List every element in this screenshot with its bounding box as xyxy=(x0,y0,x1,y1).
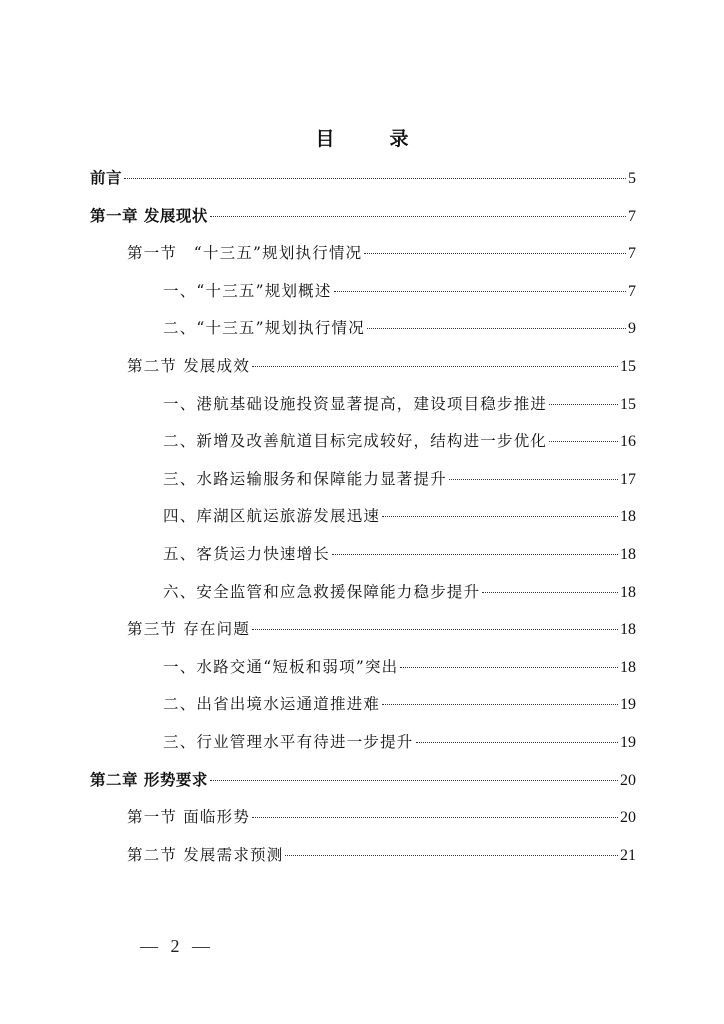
dot-leader xyxy=(252,366,618,367)
toc-entry-item[interactable] xyxy=(163,656,636,678)
toc-entry-item[interactable] xyxy=(163,581,636,603)
dot-leader xyxy=(382,516,618,517)
toc-entry-label: 二、新增及改善航道目标完成较好，结构进一步优化 xyxy=(163,432,548,450)
toc-entry-item[interactable] xyxy=(163,468,636,490)
toc-entry-section[interactable] xyxy=(127,242,636,264)
toc-entry-page: 7 xyxy=(628,283,636,300)
toc-entry-page: 7 xyxy=(628,245,636,262)
toc-entry-page: 18 xyxy=(620,546,636,563)
toc-entry-chapter[interactable] xyxy=(90,769,636,791)
toc-entry-page: 20 xyxy=(620,772,636,789)
dot-leader xyxy=(367,328,626,329)
toc-entry-item[interactable] xyxy=(163,505,636,527)
toc-title: 目 录 xyxy=(315,128,427,150)
toc-entry-chapter[interactable] xyxy=(90,167,636,189)
toc-entry-item[interactable] xyxy=(163,430,636,452)
toc-entry-item[interactable] xyxy=(163,280,636,302)
toc-entry-label: 第一章 发展现状 xyxy=(90,207,208,225)
dot-leader xyxy=(252,817,618,818)
toc-entry-label: 第三节 存在问题 xyxy=(127,620,251,638)
dot-leader xyxy=(549,441,618,442)
toc-entry-page: 19 xyxy=(620,734,636,751)
dot-leader xyxy=(210,780,618,781)
dot-leader xyxy=(285,855,618,856)
toc-entry-section[interactable] xyxy=(127,806,636,828)
toc-entry-label: 二、出省出境水运通道推进难 xyxy=(163,695,381,713)
toc-entry-label: 六、安全监管和应急救援保障能力稳步提升 xyxy=(163,583,481,601)
toc-entry-item[interactable] xyxy=(163,393,636,415)
toc-entry-label: 五、客货运力快速增长 xyxy=(163,545,331,563)
toc-entry-item[interactable] xyxy=(163,731,636,753)
toc-entry-label: 第二章 形势要求 xyxy=(90,771,208,789)
toc-entry-label: 第一节 面临形势 xyxy=(127,808,251,826)
toc-entry-label: 一、“十三五”规划概述 xyxy=(163,282,332,300)
toc-entry-label: 一、水路交通“短板和弱项”突出 xyxy=(163,658,399,676)
dot-leader xyxy=(364,253,626,254)
dot-leader xyxy=(400,667,618,668)
toc-entry-section[interactable] xyxy=(127,844,636,866)
toc-entry-page: 15 xyxy=(620,396,636,413)
dot-leader xyxy=(416,742,618,743)
dot-leader xyxy=(382,704,618,705)
toc-entry-item[interactable] xyxy=(163,543,636,565)
toc-entry-label: 第二节 发展需求预测 xyxy=(127,846,284,864)
toc-entry-section[interactable] xyxy=(127,355,636,377)
toc-entry-label: 前言 xyxy=(90,169,123,187)
dot-leader xyxy=(124,178,626,179)
dot-leader xyxy=(252,629,618,630)
toc-entry-page: 5 xyxy=(628,170,636,187)
dot-leader xyxy=(332,554,618,555)
toc-entry-label: 四、库湖区航运旅游发展迅速 xyxy=(163,507,381,525)
dot-leader xyxy=(549,404,618,405)
toc-entry-page: 7 xyxy=(628,208,636,225)
toc-entry-label: 一、港航基础设施投资显著提高，建设项目稳步推进 xyxy=(163,395,548,413)
toc-entry-page: 18 xyxy=(620,584,636,601)
toc-entry-label: 第一节 “十三五”规划执行情况 xyxy=(127,244,363,262)
toc-entry-label: 三、水路运输服务和保障能力显著提升 xyxy=(163,470,447,488)
page-number: — 2 — xyxy=(140,936,214,956)
toc-entry-page: 20 xyxy=(620,809,636,826)
toc-entry-label: 三、行业管理水平有待进一步提升 xyxy=(163,733,414,751)
toc-entry-label: 二、“十三五”规划执行情况 xyxy=(163,319,365,337)
toc-entry-item[interactable] xyxy=(163,693,636,715)
toc-entry-page: 15 xyxy=(620,358,636,375)
toc-entry-page: 18 xyxy=(620,508,636,525)
toc-entry-page: 19 xyxy=(620,696,636,713)
toc-entry-page: 18 xyxy=(620,659,636,676)
toc-entry-page: 21 xyxy=(620,847,636,864)
dot-leader xyxy=(449,479,618,480)
toc-entry-page: 16 xyxy=(620,433,636,450)
toc-entry-page: 18 xyxy=(620,621,636,638)
dot-leader xyxy=(482,592,618,593)
toc-entry-page: 9 xyxy=(628,320,636,337)
toc-entry-item[interactable] xyxy=(163,317,636,339)
dot-leader xyxy=(210,216,626,217)
toc-entry-label: 第二节 发展成效 xyxy=(127,357,251,375)
toc-entry-page: 17 xyxy=(620,471,636,488)
dot-leader xyxy=(334,291,626,292)
toc-entry-chapter[interactable] xyxy=(90,205,636,227)
toc-entry-section[interactable] xyxy=(127,618,636,640)
